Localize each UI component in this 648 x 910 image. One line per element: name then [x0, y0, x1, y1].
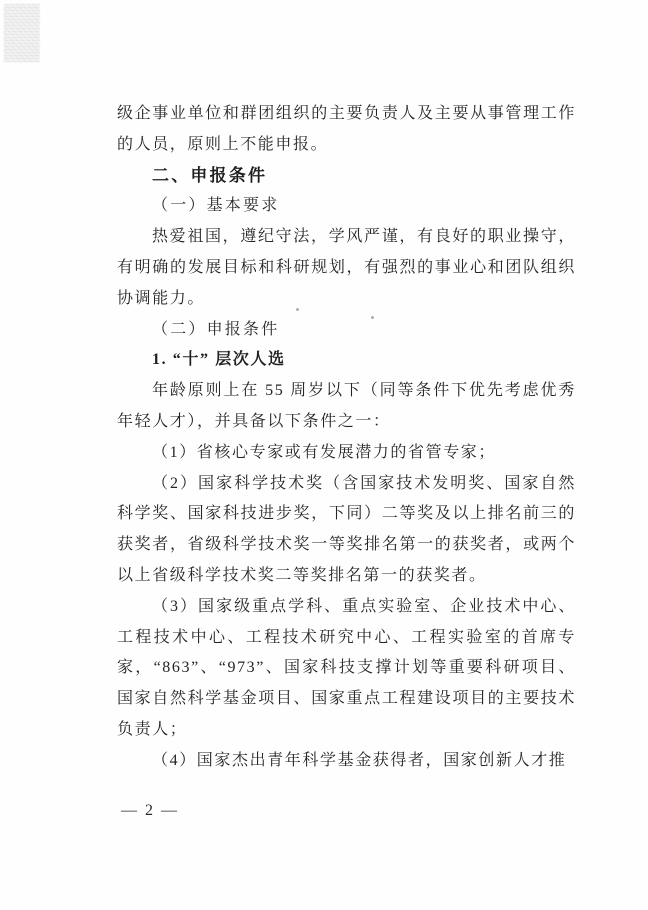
section-heading-shenbao-tiaojian: 二、申报条件: [152, 165, 268, 185]
paragraph-continuation: 级企事业单位和群团组织的主要负责人及主要从事管理工作的人员，原则上不能申报。: [117, 105, 576, 153]
scan-speck: [296, 308, 299, 311]
page-number: — 2 —: [121, 802, 179, 819]
subsection-heading-shenbao-tiaojian: （二）申报条件: [152, 320, 280, 338]
scan-artifact: [4, 4, 40, 62]
paragraph-basic-requirements: 热爱祖国，遵纪守法，学风严谨，有良好的职业操守，有明确的发展目标和科研规划，有强烈的事业心和团队组织协调能力。: [117, 228, 576, 307]
subsection-heading-jiben-yaoqiu: （一）基本要求: [152, 197, 280, 215]
paragraph-age-requirement: 年龄原则上在 55 周岁以下（同等条件下优先考虑优秀年轻人才），并具备以下条件之一：: [117, 382, 576, 430]
document-body: [117, 99, 576, 777]
item-heading-shi-level-candidates: 1. “十” 层次人选: [152, 351, 286, 369]
scan-speck: [371, 316, 374, 319]
paragraph-condition-2: （2）国家科学技术奖（含国家技术发明奖、国家自然科学奖、国家科技进步奖，下同）二等奖及以上排名前三的获奖者，省级科学技术奖一等奖排名第一的获奖者，或两个以上省级科学技术奖二等奖排名第一的获奖者。: [117, 474, 576, 584]
paragraph-condition-3: （3）国家级重点学科、重点实验室、企业技术中心、工程技术中心、工程技术研究中心、工程实验室的首席专家，“863”、“973”、国家科技支撑计划等重要科研项目、国家自然科学基金项目、国家重点工程建设项目的主要技术负责人；: [117, 597, 576, 738]
paragraph-condition-1: （1）省核心专家或有发展潜力的省管专家；: [152, 443, 497, 461]
paragraph-condition-4: （4）国家杰出青年科学基金获得者，国家创新人才推: [152, 751, 567, 769]
